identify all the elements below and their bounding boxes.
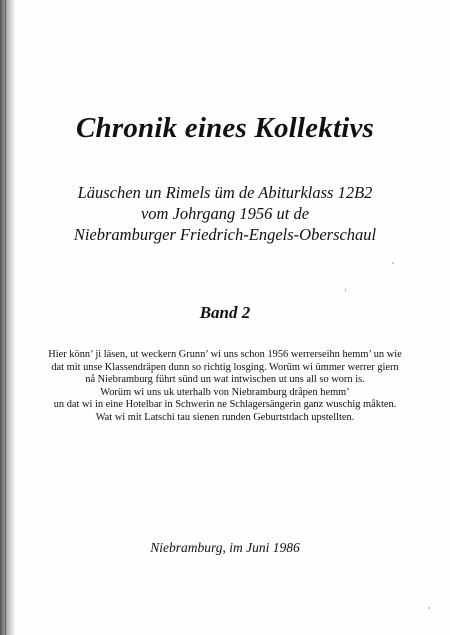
place-date: Niebramburg, im Juni 1986 [150, 540, 300, 555]
intro-line: nå Niebramburg führt sünd un wat intwischen ut uns all so worn is. [85, 374, 365, 386]
intro-line: Worüm wi uns uk uterhalb von Niebramburg dråpen hemm’ [100, 386, 350, 398]
subtitle-line: Läuschen un Rimels üm de Abiturklass 12B2 [77, 183, 373, 202]
intro-line: dat mit unse Klassendräpen dunn so richtig losging. Worüm wi ümmer werrer giern [51, 361, 399, 373]
document-subtitle [0, 182, 450, 245]
scan-speck [345, 288, 346, 292]
subtitle-line: vom Johrgang 1956 ut de [140, 204, 310, 223]
intro-line: un dat wi in eine Hotelbar in Schwerin ne Schlagersängerin ganz wuschig måkten. [53, 399, 397, 411]
intro-line: Wat wi mit Latschi tau sienen runden Geburtstdach upstellten. [95, 411, 355, 423]
document-title: Chronik eines Kollektivs [75, 112, 375, 144]
intro-line: Hier könn’ ji läsen, ut weckern Grunn’ wi uns schon 1956 werrerseihn hemm’ un wie [48, 349, 402, 360]
subtitle-line: Niebramburger Friedrich-Engels-Oberschaul [73, 225, 377, 244]
volume-label: Band 2 [199, 303, 251, 322]
intro-paragraph [0, 349, 450, 425]
scan-speck [428, 607, 430, 609]
scan-speck [392, 262, 394, 264]
